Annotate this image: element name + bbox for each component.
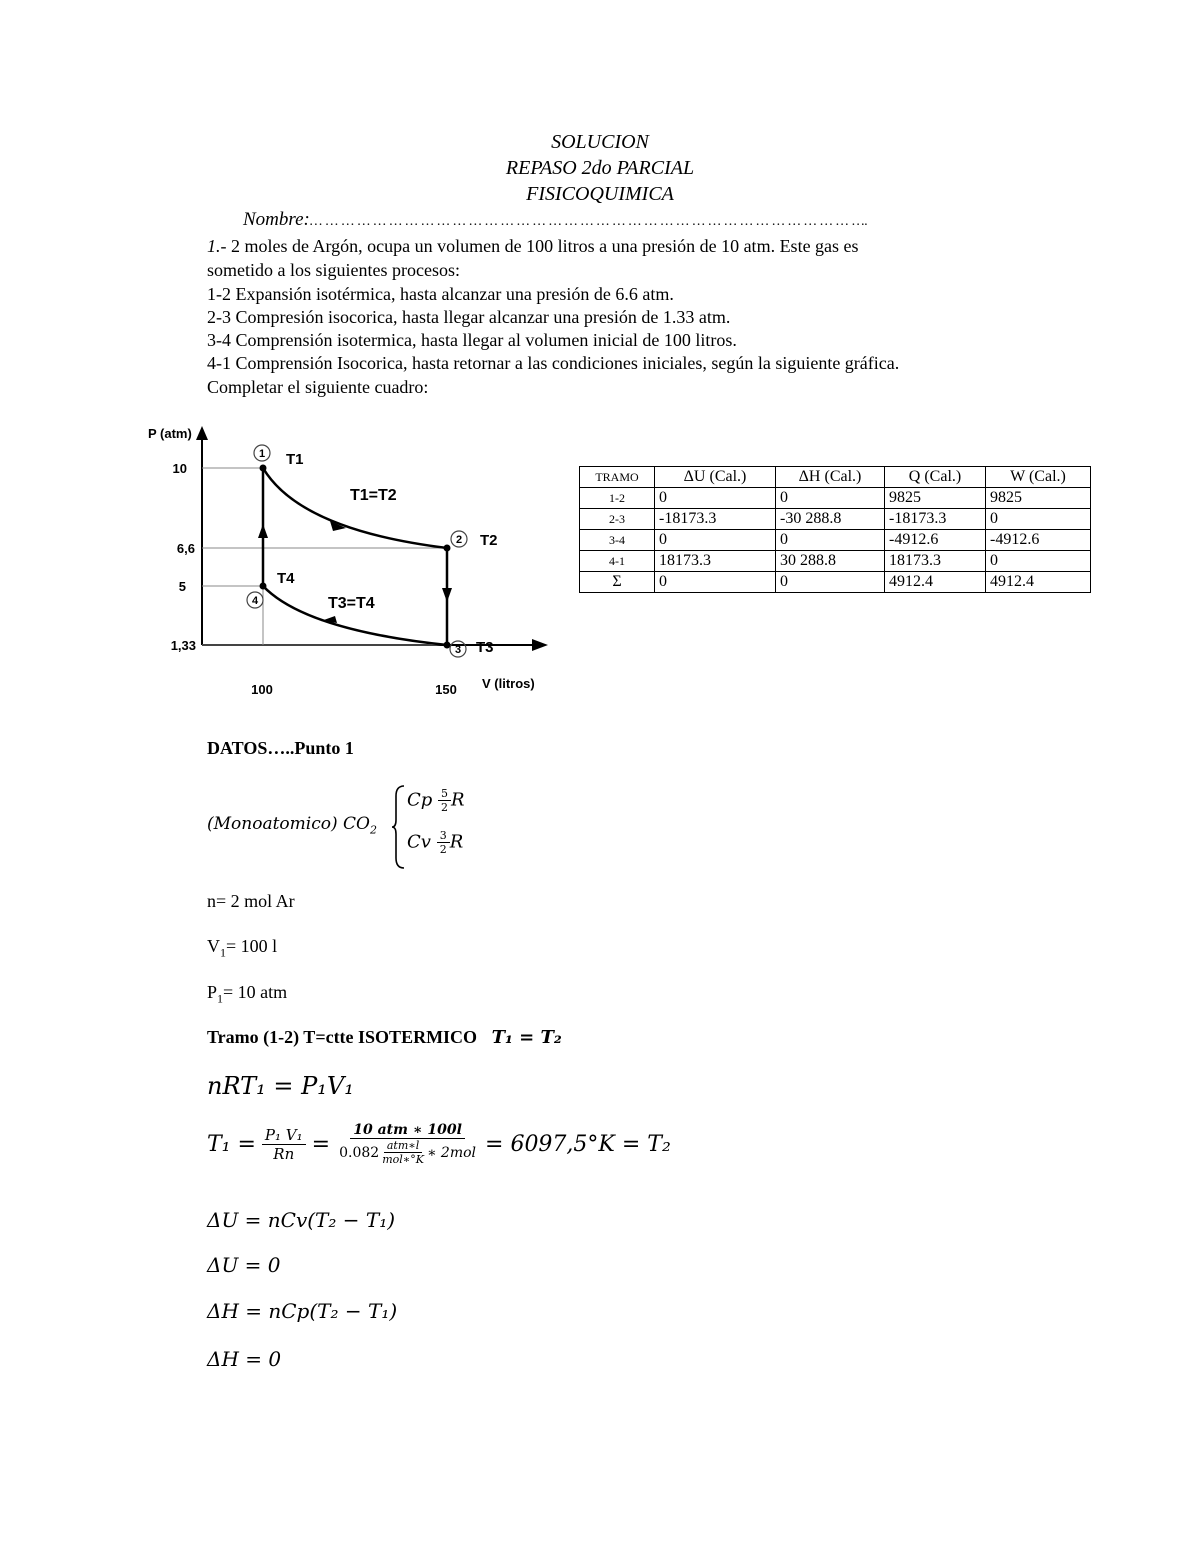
cp-formula [407, 787, 465, 814]
pv-diagram [140, 420, 560, 705]
table-row [580, 551, 1091, 572]
cv-fraction-num: 3 [437, 829, 450, 843]
v1-sub: 1 [220, 945, 226, 960]
cell-w: 0 [986, 551, 1091, 572]
point-2-number: 2 [455, 534, 463, 546]
y-tick-10: 10 [172, 461, 187, 476]
doc-title: SOLUCION [551, 131, 649, 153]
equation-3: ΔU = nCv(T₂ − T₁) [207, 1208, 396, 1232]
table-row [580, 488, 1091, 509]
cell-q: -18173.3 [885, 509, 986, 530]
cv-fraction-den: 2 [439, 843, 447, 856]
x-axis-arrow [532, 639, 548, 651]
results-table [579, 466, 1091, 593]
cell-sum-symbol: Σ [580, 572, 655, 593]
tramo-line [207, 1027, 562, 1048]
table-sum-row [580, 572, 1091, 593]
header-w: W (Cal.) [986, 467, 1091, 488]
cp-fraction-den: 2 [441, 801, 449, 814]
y-axis-arrow [196, 426, 208, 440]
cell-q: 4912.4 [885, 572, 986, 593]
cell-dh: 0 [776, 488, 885, 509]
y-axis-label: P (atm) [148, 426, 192, 441]
eq2-f1-num: P₁ V₁ [262, 1126, 306, 1145]
equation-6: ΔH = 0 [207, 1347, 282, 1371]
eq2-unit-num: atm∗l [384, 1139, 422, 1153]
cell-du: 0 [655, 530, 776, 551]
data-v1 [207, 936, 277, 961]
doc-course: FISICOQUIMICA [526, 183, 674, 205]
cp-fraction-num: 5 [438, 787, 451, 801]
eq2-f2-den-b: ∗ 2mol [426, 1144, 477, 1161]
eq2-rhs: = 6097,5°K = T₂ [485, 1131, 671, 1157]
y-tick-1-33: 1,33 [170, 638, 196, 653]
cv-formula [407, 829, 463, 856]
point-4 [260, 583, 267, 590]
process-4-1: 4-1 Comprensión Isocorica, hasta retornar a las condiciones iniciales, según la siguiente gráfica. [207, 353, 900, 373]
cell-tramo: 2-3 [580, 509, 655, 530]
equation-2 [207, 1122, 671, 1166]
cp-fraction [438, 787, 451, 814]
table-row [580, 530, 1091, 551]
equation-1: nRT₁ = P₁V₁ [207, 1072, 354, 1100]
annotation-t3-t4: T3=T4 [328, 595, 375, 612]
point-4-number: 4 [251, 595, 259, 607]
cell-tramo: 1-2 [580, 488, 655, 509]
tramo-equation: T₁ = T₂ [491, 1027, 562, 1048]
cell-du: 0 [655, 488, 776, 509]
nombre-label: Nombre: [243, 209, 310, 230]
monoatomic-sub: 2 [369, 823, 377, 837]
header-du: ΔU (Cal.) [655, 467, 776, 488]
x-tick-100: 100 [251, 682, 273, 697]
nombre-line [243, 209, 868, 231]
doc-subtitle: REPASO 2do PARCIAL [505, 157, 695, 179]
point-2 [444, 545, 451, 552]
point-2-label: T2 [480, 532, 498, 549]
process-2-3: 2-3 Compresión isocorica, hasta llegar alcanzar una presión de 1.33 atm. [207, 307, 731, 327]
process-1-2: 1-2 Expansión isotérmica, hasta alcanzar una presión de 6.6 atm. [207, 284, 674, 304]
eq2-f2-num: 10 atm ∗ 100l [350, 1122, 465, 1139]
data-n: n= 2 mol Ar [207, 891, 295, 911]
v1-value: = 100 l [226, 936, 278, 956]
arrow-2-3 [442, 588, 452, 602]
y-tick-6-6: 6,6 [176, 541, 195, 556]
header-dh: ΔH (Cal.) [776, 467, 885, 488]
cell-w: -4912.6 [986, 530, 1091, 551]
nombre-dots: … … … … … … … … … … … … … … … … … … … … … … … … … … … … … … … … … … …. [309, 214, 869, 229]
cv-symbol: Cv [407, 831, 431, 853]
table-row [580, 509, 1091, 530]
curly-brace [392, 784, 406, 870]
v1-symbol: V [207, 936, 220, 956]
data-p1 [207, 982, 287, 1007]
y-tick-5: 5 [178, 579, 186, 594]
monoatomic-text: (Monoatomico) CO [207, 814, 370, 834]
cell-dh: -30 288.8 [776, 509, 885, 530]
cell-w: 4912.4 [986, 572, 1091, 593]
p1-sub: 1 [217, 991, 224, 1006]
x-tick-150: 150 [435, 682, 457, 697]
eq2-f1-den: Rn [273, 1144, 295, 1163]
cp-symbol: Cp [407, 789, 433, 811]
cell-w: 9825 [986, 488, 1091, 509]
cell-dh: 0 [776, 530, 885, 551]
eq2-f2-den-a: 0.082 [339, 1144, 380, 1161]
header-q: Q (Cal.) [885, 467, 986, 488]
cell-q: 18173.3 [885, 551, 986, 572]
tramo-title: Tramo (1-2) T=ctte ISOTERMICO [207, 1027, 478, 1047]
p1-value: = 10 atm [223, 982, 288, 1002]
p1-symbol: P [207, 982, 218, 1002]
point-1 [260, 465, 267, 472]
cell-du: 0 [655, 572, 776, 593]
cell-q: 9825 [885, 488, 986, 509]
cell-du: -18173.3 [655, 509, 776, 530]
problem-line-1 [207, 236, 859, 257]
eq2-equals: = [311, 1131, 331, 1157]
datos-title: DATOS…..Punto 1 [207, 738, 354, 758]
process-3-4: 3-4 Comprensión isotermica, hasta llegar al volumen inicial de 100 litros. [207, 330, 737, 350]
point-4-label: T4 [277, 570, 295, 587]
eq2-fraction-1 [262, 1126, 306, 1163]
cell-q: -4912.6 [885, 530, 986, 551]
cp-r: R [451, 789, 465, 811]
instruction: Completar el siguiente cuadro: [207, 377, 429, 397]
header-tramo: TRAMO [580, 467, 655, 488]
cell-du: 18173.3 [655, 551, 776, 572]
monoatomic-label [207, 814, 377, 836]
arrow-4-1 [258, 524, 268, 538]
cell-tramo: 3-4 [580, 530, 655, 551]
cell-dh: 0 [776, 572, 885, 593]
problem-line-2: sometido a los siguientes procesos: [207, 260, 460, 280]
cv-r: R [449, 831, 464, 853]
cell-tramo: 4-1 [580, 551, 655, 572]
point-1-number: 1 [258, 448, 266, 460]
equation-5: ΔH = nCp(T₂ − T₁) [207, 1299, 398, 1323]
eq2-lhs: T₁ = [207, 1131, 256, 1157]
eq2-f2-den-fraction [379, 1139, 427, 1166]
guide-lines [202, 468, 447, 645]
equation-4: ΔU = 0 [207, 1253, 281, 1277]
cv-fraction [437, 829, 450, 856]
eq2-fraction-2 [336, 1122, 479, 1166]
cell-w: 0 [986, 509, 1091, 530]
eq2-unit-den: mol∗°K [382, 1153, 424, 1166]
problem-intro: - 2 moles de Argón, ocupa un volumen de 100 litros a una presión de 10 atm. Este gas es [220, 236, 859, 256]
problem-number: 1. [207, 236, 221, 256]
point-3-number: 3 [454, 644, 462, 656]
table-header-row [580, 467, 1091, 488]
cell-dh: 30 288.8 [776, 551, 885, 572]
x-axis-label: V (litros) [482, 676, 535, 691]
annotation-t1-t2: T1=T2 [350, 487, 397, 504]
point-1-label: T1 [286, 451, 304, 468]
eq2-f2-den [336, 1139, 479, 1166]
point-3 [444, 642, 451, 649]
point-3-label: T3 [476, 639, 494, 656]
process-1-2-curve [263, 468, 447, 548]
